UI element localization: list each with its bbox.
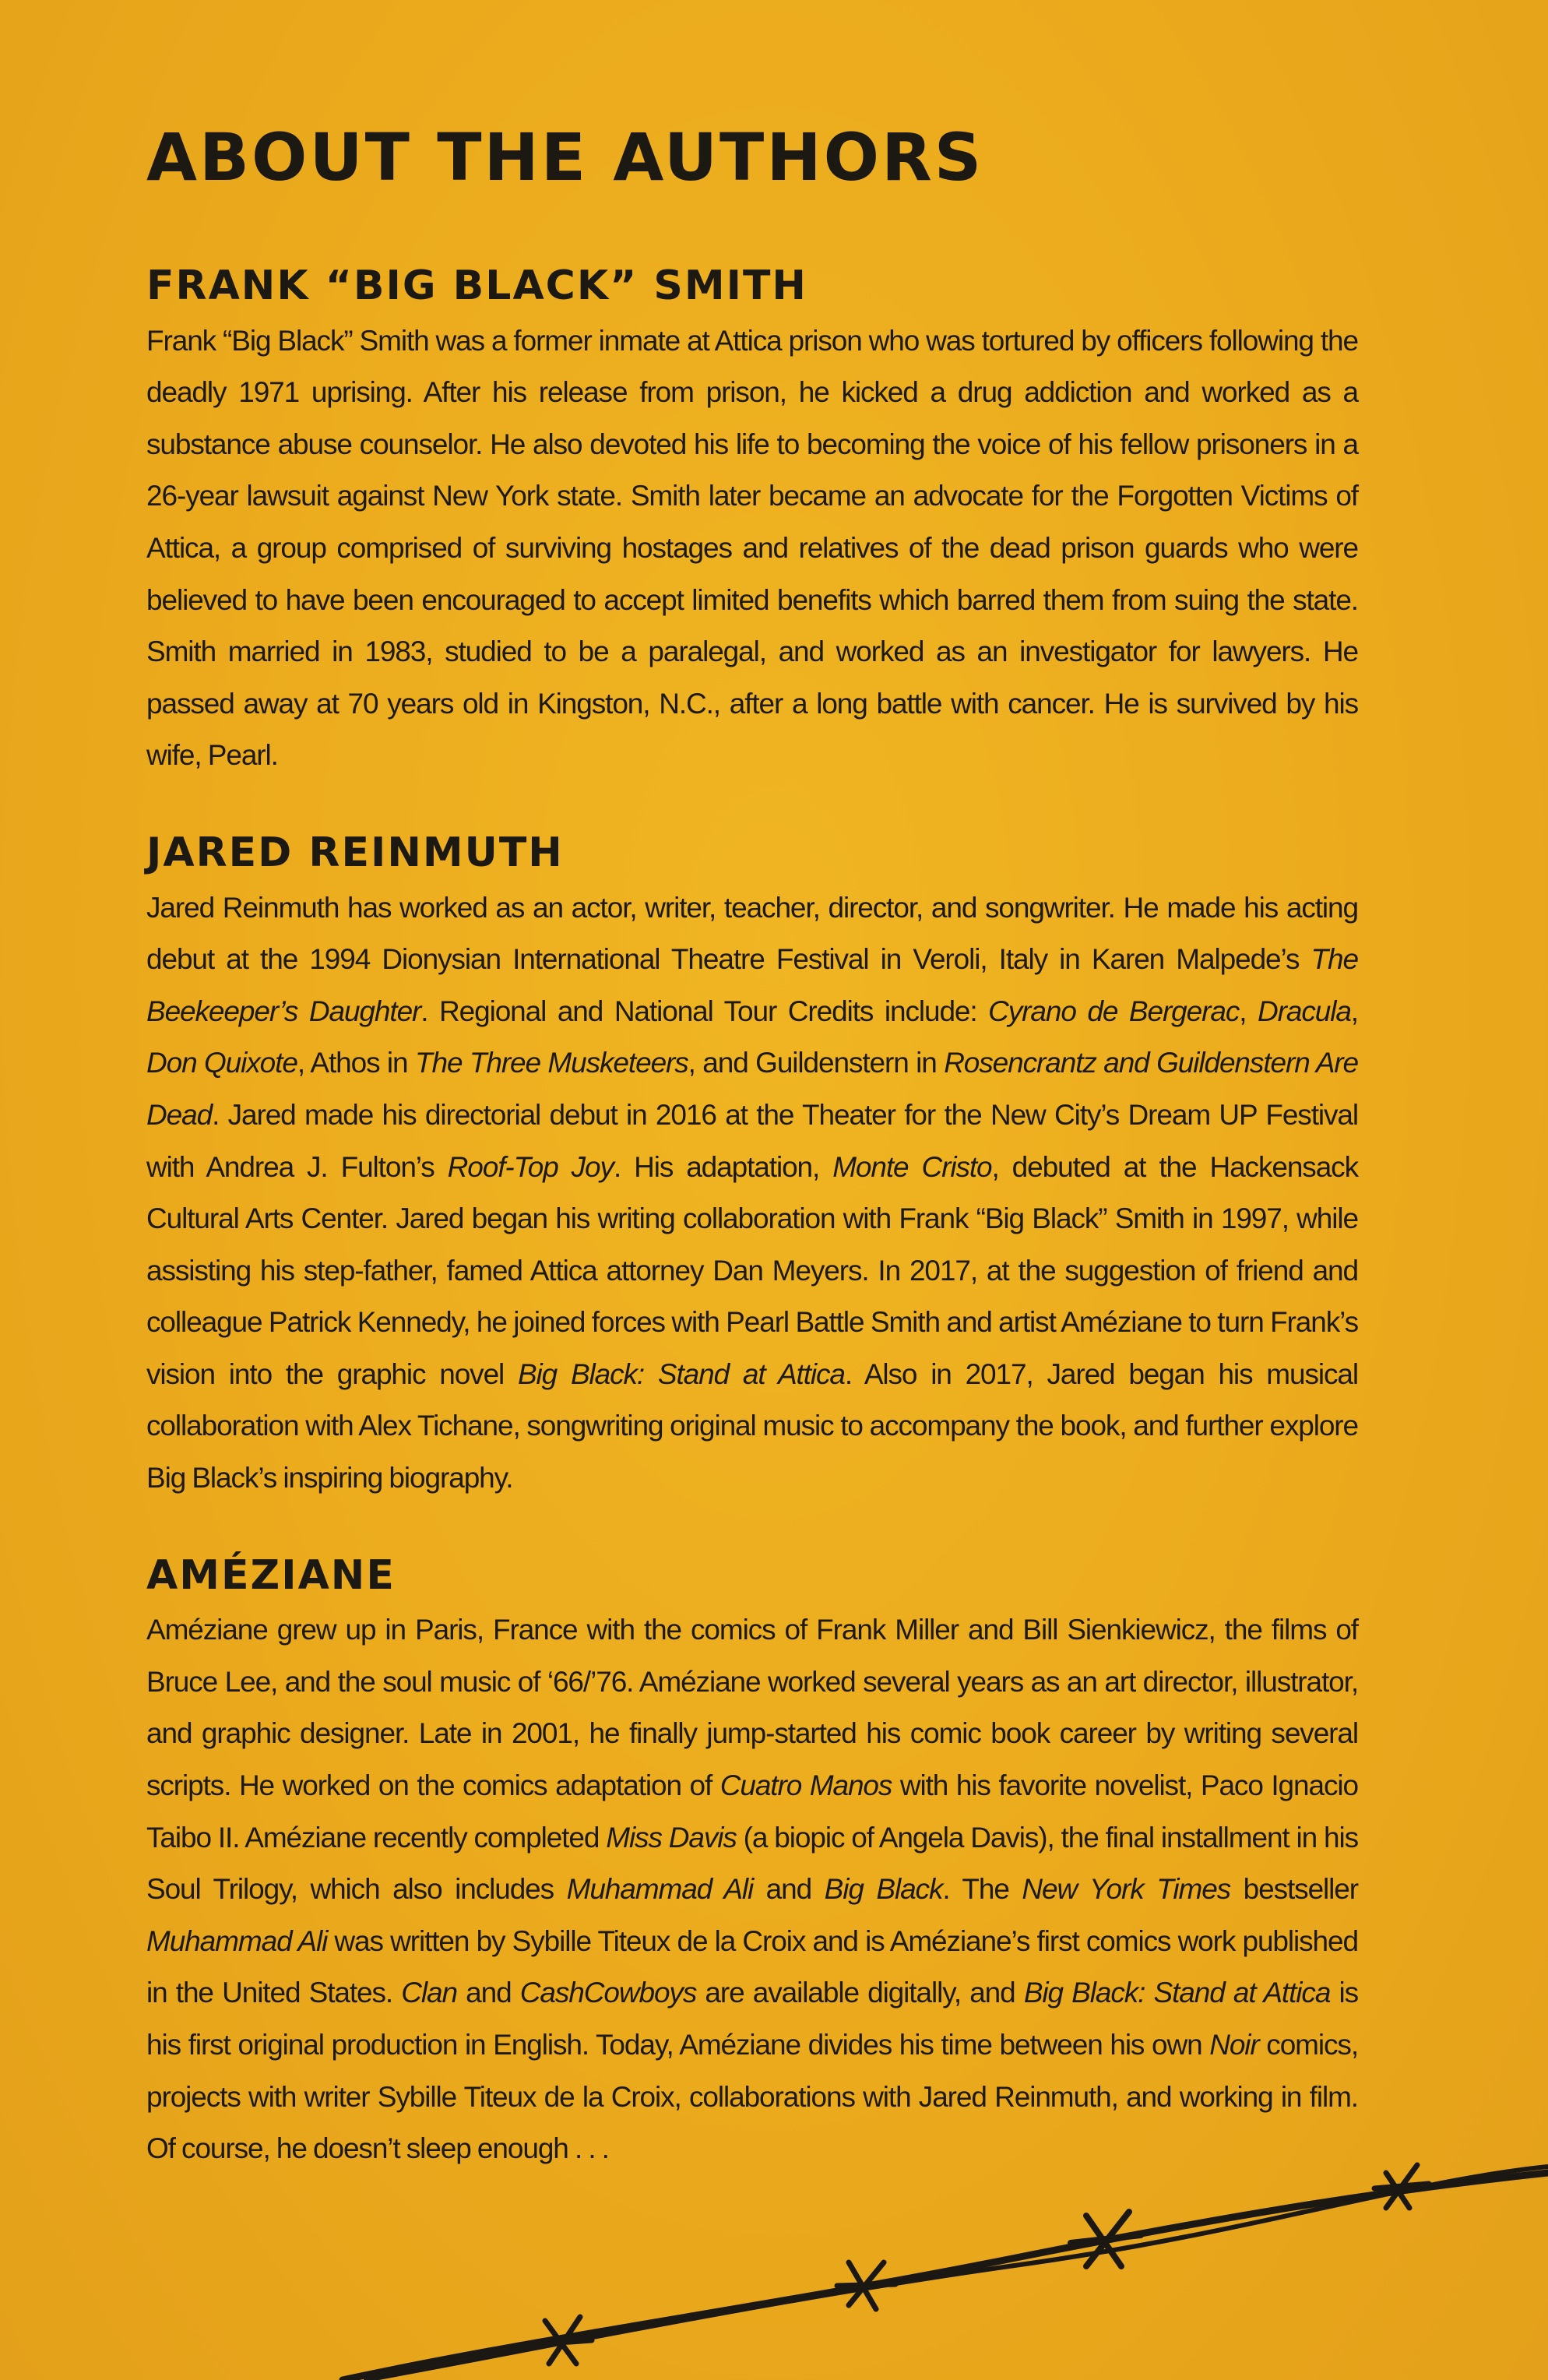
about-page	[146, 119, 1359, 2225]
bio-text: , and Guildenstern in	[688, 1047, 945, 1079]
bio-text: with his favorite novelist, Paco Ignacio Taibo II. Améziane recently completed	[146, 1769, 1358, 1854]
bio-text: Frank “Big Black” Smith was a former inmate at Attica prison who was tortured by officers following the deadly 1971 uprising. After his release from prison, he kicked a drug addiction and worked as a substance abuse counselor. He also devoted his life to becoming the voice of his fellow prisoners in a 26-year lawsuit against New York state. Smith later became an advocate for the Forgotten Victims of Attica, a group comprised of surviving hostages and relatives of the dead prison guards who were believed to have been encouraged to accept limited benefits which barred them from suing the state. Smith married in 1983, studied to be a paralegal, and worked as an investigator for lawyers. He passed away at 70 years old in Kingston, N.C., after a long battle with cancer. He is survived by his wife, Pearl.	[146, 324, 1358, 772]
author-section-ameziane	[146, 1551, 1358, 2175]
bio-italic-title: Cyrano de Bergerac	[988, 995, 1240, 1027]
bio-text: bestseller	[1230, 1873, 1358, 1906]
bio-text: ,	[1350, 995, 1358, 1027]
bio-italic-title: Miss Davis	[606, 1821, 737, 1854]
bio-italic-title: Dracula	[1258, 995, 1351, 1027]
bio-text: . His adaptation,	[613, 1150, 833, 1183]
bio-text: are available digitally, and	[696, 1977, 1024, 2009]
bio-text: , debuted at the Hackensack Cultural Arts Center. Jared began his writing collaboration with Frank “Big Black” Smith in 1997, while assisting his step-father, famed Attica attorney Dan Meyers. In 2017, at the suggestion of friend and colleague Patrick Kennedy, he joined forces with Pearl Battle Smith and artist Améziane to turn Frank’s vision into the graphic novel	[146, 1150, 1358, 1390]
bio-italic-title: Monte Cristo	[832, 1150, 992, 1183]
wire-barb	[1374, 2165, 1429, 2208]
bio-italic-title: Noir	[1209, 2029, 1259, 2061]
bio-text: (a biopic of Angela Davis), the final installment in his Soul Trilogy, which also includes	[146, 1821, 1358, 1906]
bio-text: . Jared made his directorial debut in 2016 at the Theater for the New City’s Dream UP Festival with Andrea J. Fulton’s	[146, 1098, 1358, 1183]
bio-text: Améziane grew up in Paris, France with the comics of Frank Miller and Bill Sienkiewicz, the films of Bruce Lee, and the soul music of ‘66/’76. Améziane worked several years as an art director, illustrator, and graphic designer. Late in 2001, he finally jump-started his comic book career by writing several scripts. He worked on the comics adaptation of	[146, 1614, 1358, 1802]
author-section-jared-reinmuth	[146, 829, 1359, 1505]
author-section-frank-smith	[146, 262, 1358, 782]
wire-barb	[537, 2317, 592, 2364]
bio-text: , Athos in	[297, 1047, 415, 1079]
bio-text: . Regional and National Tour Credits include:	[420, 995, 989, 1027]
bio-text: is his first original production in English. Today, Améziane divides his time between his own	[146, 1977, 1358, 2061]
page-title: ABOUT THE AUTHORS	[146, 119, 984, 195]
bio-italic-title: Rosencrantz and Guildenstern Are Dead	[146, 1047, 1359, 1131]
bio-text: . The	[942, 1873, 1022, 1906]
wire-barb	[837, 2262, 895, 2309]
author-name-jared-reinmuth: JARED REINMUTH	[146, 829, 564, 876]
bio-italic-title: Muhammad Ali	[566, 1873, 754, 1906]
bio-text: ,	[1239, 995, 1258, 1027]
bio-italic-title: Roof-Top Joy	[447, 1150, 614, 1183]
bio-italic-title: Cuatro Manos	[719, 1769, 892, 1802]
bio-italic-title: New York Times	[1022, 1873, 1231, 1906]
bio-italic-title: Big Black	[824, 1873, 943, 1906]
bio-text: Jared Reinmuth has worked as an actor, writer, teacher, director, and songwriter. He made his acting debut at the 1994 Dionysian International Theatre Festival in Veroli, Italy in Karen Malpede’s	[146, 891, 1358, 976]
author-bio-jared-reinmuth	[146, 882, 1358, 1505]
author-name-frank-smith: FRANK “BIG BLACK” SMITH	[146, 262, 807, 309]
bio-text: was written by Sybille Titeux de la Croix and is Améziane’s first comics work published in the United States.	[146, 1924, 1358, 2009]
bio-text: and	[456, 1977, 520, 2009]
bio-italic-title: Big Black: Stand at Attica	[517, 1357, 845, 1390]
bio-italic-title: Big Black: Stand at Attica	[1023, 1977, 1331, 2009]
bio-italic-title: Muhammad Ali	[146, 1924, 328, 1957]
author-bio-frank-smith	[146, 315, 1358, 782]
bio-text: comics, projects with writer Sybille Titeux de la Croix, collaborations with Jared Reinmuth, and working in film. Of course, he doesn’t sleep enough . . .	[146, 2029, 1358, 2165]
author-name-ameziane: AMÉZIANE	[146, 1551, 396, 1599]
bio-italic-title: CashCowboys	[519, 1977, 697, 2009]
bio-italic-title: Don Quixote	[146, 1047, 297, 1079]
bio-italic-title: The Beekeeper’s Daughter	[146, 943, 1358, 1027]
bio-italic-title: Clan	[401, 1977, 457, 2009]
author-bio-ameziane	[146, 1604, 1358, 2175]
bio-text: and	[753, 1873, 825, 1906]
bio-italic-title: The Three Musketeers	[414, 1047, 688, 1079]
bio-text: . Also in 2017, Jared began his musical collaboration with Alex Tichane, songwriting original music to accompany the book, and further explore Big Black’s inspiring biography.	[146, 1357, 1359, 1495]
